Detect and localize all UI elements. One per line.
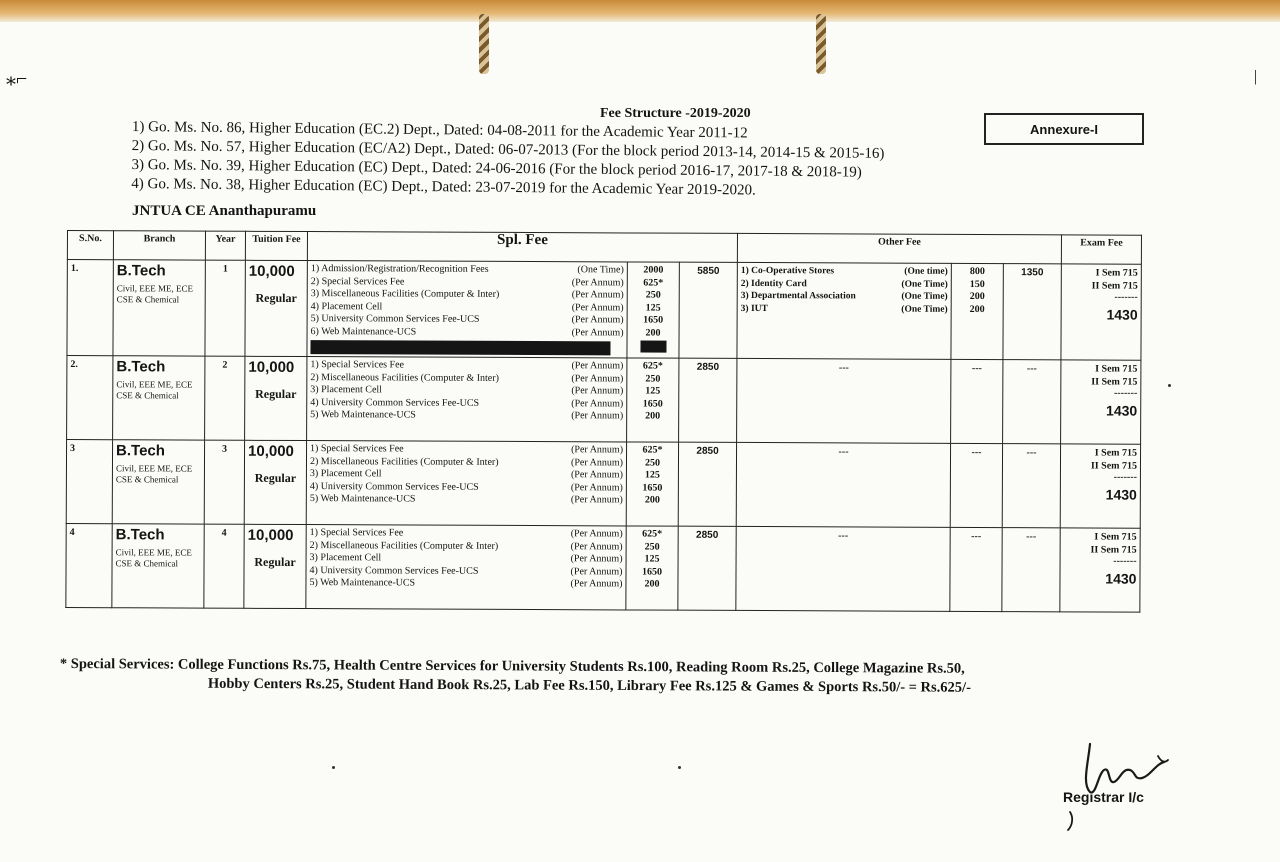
table-row [66,523,1140,612]
year-cell: 1 [205,260,245,356]
other-fee-item [741,265,948,278]
tuition-cell [244,440,306,524]
spl-fee-item [309,577,622,591]
spl-fee-item-label: 4) University Common Services Fee-UCS [309,480,479,493]
spl-fee-amounts [626,442,678,526]
branch-cell [112,440,204,524]
speck-mark [1168,384,1171,387]
spl-fee-item-period: (One Time) [577,264,624,276]
spl-fee-item-label: 4) University Common Services Fee-UCS [310,396,480,409]
spl-fee-amount: 125 [644,469,660,481]
spl-fee-items [306,441,626,526]
speck-mark [678,766,681,769]
header-branch: Branch [113,231,205,260]
spl-fee-amounts [626,526,678,610]
tuition-type: Regular [255,386,297,402]
exam-fee-sem2: II Sem 715 [1091,376,1138,388]
special-services-footnote [60,655,1100,698]
spl-fee-items [307,261,627,358]
spl-fee-item-period: (Per Annum) [571,444,624,456]
exam-fee-cell [1061,264,1141,360]
registrar-title: Registrar I/c [1063,789,1144,805]
spl-fee-item-label: 5) Web Maintenance-UCS [309,493,416,505]
other-fee-amounts [951,263,1003,359]
exam-fee-total: 1430 [1105,486,1137,503]
other-fee-item-period: (One Time) [901,279,948,290]
other-fee-item [741,277,948,290]
header-sno: S.No. [67,231,113,260]
spl-fee-amount: 125 [644,553,660,565]
spl-fee-item-period: (Per Annum) [571,326,624,338]
tuition-amount: 10,000 [247,442,294,460]
spl-fee-amount: 200 [645,327,661,339]
table-row [66,440,1140,529]
speck-mark [332,766,335,769]
spl-fee-item-label: 1) Special Services Fee [309,527,404,539]
year-cell: 2 [205,356,245,440]
spl-fee-item-label: 4) Placement Cell [310,300,383,312]
spl-fee-item-label: 4) University Common Services Fee-UCS [309,564,479,577]
registrar-signature [1060,734,1180,834]
spl-fee-item-period: (Per Annum) [570,469,623,481]
branch-name: B.Tech [116,442,165,460]
spl-fee-item-period: (Per Annum) [571,385,624,397]
spl-fee-item-period: (Per Annum) [570,553,623,565]
spl-fee-total: 2850 [678,526,736,610]
spl-fee-total: 2850 [679,358,737,442]
row-serial-number: 3 [66,440,112,524]
exam-fee-cell [1060,444,1140,528]
spl-fee-amount: 250 [645,373,661,385]
spl-fee-amount: 625* [642,528,663,540]
exam-fee-total: 1430 [1106,306,1138,323]
tuition-amount: 10,000 [248,262,295,280]
spl-fee-item-label: 2) Miscellaneous Facilities (Computer & Inter) [309,455,499,468]
desk-background-edge [0,0,1280,22]
spl-fee-amount: 1650 [642,398,663,410]
spl-fee-item-label: 2) Special Services Fee [310,275,405,287]
other-fee-dash: --- [737,358,951,443]
tuition-type: Regular [254,554,296,570]
exam-fee-total: 1430 [1106,402,1138,419]
spl-fee-item-period: (Per Annum) [570,565,623,577]
table-header-row [67,231,1141,265]
other-fee-item-label: 3) IUT [740,303,768,314]
exam-fee-rule: ------- [1113,471,1137,483]
redacted-text-bar [310,340,611,355]
go-reference-line: 4) Go. Ms. No. 38, Higher Education (EC) Dept., Dated: 23-07-2019 for the Academic Year 2019-2020. [131,175,756,199]
spl-fee-amount: 1650 [643,314,664,326]
exam-fee-sem1: I Sem 715 [1094,447,1138,459]
spl-fee-item-period: (Per Annum) [571,372,624,384]
table-row [67,356,1141,445]
tuition-cell [245,260,307,356]
other-fee-total-dash: --- [1002,444,1060,528]
branch-disciplines: Civil, EEE ME, ECE CSE & Chemical [116,379,193,401]
row-serial-number: 2. [67,356,113,440]
spl-fee-item [310,493,623,507]
other-fee-dash: --- [736,442,950,527]
college-name: JNTUA CE Ananthapuramu [132,203,317,219]
other-fee-amount: 200 [969,290,985,303]
spl-fee-item-period: (Per Annum) [571,276,624,288]
spl-fee-item-period: (Per Annum) [571,410,624,422]
spl-fee-item-period: (Per Annum) [571,397,624,409]
go-reference-line: 1) Go. Ms. No. 86, Higher Education (EC.2) Dept., Dated: 04-08-2011 for the Academic Year 2011-12 [131,118,748,142]
spl-fee-item-label: 3) Placement Cell [310,384,382,396]
spl-fee-item-period: (Per Annum) [570,540,623,552]
exam-fee-rule: ------- [1113,387,1138,399]
table-row [67,260,1141,361]
spl-fee-item [311,326,624,340]
spl-fee-item-label: 1) Admission/Registration/Recognition Fees [310,263,489,275]
exam-fee-rule: ------- [1114,291,1138,303]
spl-fee-amount: 125 [645,302,661,314]
spl-fee-amount: 200 [644,578,660,590]
spl-fee-amount: 625* [642,360,663,372]
branch-cell [113,260,205,356]
spl-fee-amounts [627,262,679,358]
other-fee-total-dash: --- [1003,360,1061,444]
footnote-line: Hobby Centers Rs.25, Student Hand Book Rs.25, Lab Fee Rs.150, Library Fee Rs.125 & Games & Sports Rs.50/- = Rs.625/- [207,675,971,696]
spl-fee-amount: 1650 [641,566,663,578]
spl-fee-item-label: 6) Web Maintenance-UCS [310,325,417,338]
spl-fee-amount: 200 [645,410,661,422]
branch-name: B.Tech [116,358,166,376]
other-fee-total: 1350 [1003,264,1061,360]
spl-fee-item-period: (Per Annum) [571,301,624,313]
exam-fee-sem1: I Sem 715 [1094,531,1137,543]
other-fee-dash: --- [736,526,950,611]
year-cell: 3 [204,440,244,524]
branch-disciplines: Civil, EEE ME, ECE CSE & Chemical [115,463,193,485]
other-fee-item-period: (One time) [904,266,948,277]
spl-fee-item-label: 2) Miscellaneous Facilities (Computer & Inter) [309,539,499,552]
government-order-list [131,118,885,202]
branch-disciplines: Civil, EEE ME, ECE CSE & Chemical [116,283,194,305]
spl-fee-item-label: 1) Special Services Fee [310,359,405,371]
tuition-type: Regular [254,470,297,486]
spl-fee-item-label: 3) Placement Cell [309,468,382,480]
fee-structure-table [65,230,1142,613]
document-title: Fee Structure -2019-2020 [600,106,751,121]
year-cell: 4 [204,524,244,608]
exam-fee-sem2: II Sem 715 [1090,460,1138,472]
tuition-type: Regular [255,290,297,306]
exam-fee-cell [1060,528,1140,612]
branch-cell [113,356,205,440]
exam-fee-sem2: II Sem 715 [1090,544,1137,556]
spl-fee-amount: 250 [644,541,660,553]
tuition-amount: 10,000 [248,358,295,376]
spl-fee-item-label: 5) Web Maintenance-UCS [309,577,416,589]
spl-fee-item-period: (Per Annum) [571,289,624,301]
spl-fee-amount: 250 [644,457,661,469]
spl-fee-item-period: (Per Annum) [570,578,623,590]
other-fee-item-period: (One Time) [901,291,948,302]
branch-cell [112,524,204,608]
other-fee-amount-dash: --- [950,443,1002,527]
spl-fee-items [306,525,626,610]
spl-fee-item-label: 5) Web Maintenance-UCS [310,409,416,421]
branch-disciplines: Civil, EEE ME, ECE CSE & Chemical [115,547,192,569]
spl-fee-item-label: 3) Placement Cell [309,552,382,564]
other-fee-amount: 800 [969,265,985,278]
spl-fee-item-label: 3) Miscellaneous Facilities (Computer & Inter) [310,288,500,300]
spl-fee-item-period: (Per Annum) [571,360,624,372]
annexure-label-box: Annexure-I [984,113,1144,145]
exam-fee-cell [1061,360,1141,444]
header-other-fee: Other Fee [737,233,1061,263]
exam-fee-sem2: II Sem 715 [1091,280,1138,292]
spl-fee-amounts [627,358,679,442]
spl-fee-amount: 250 [645,289,661,301]
other-fee-item [741,290,948,303]
footnote-line: * Special Services: College Functions Rs.75, Health Centre Services for University Students Rs.100, Reading Room Rs.25, College Magazine Rs.50, [59,656,965,677]
spl-fee-item-period: (Per Annum) [570,494,623,506]
other-fee-total-dash: --- [1002,528,1060,612]
spl-fee-total: 2850 [678,442,736,526]
corner-pen-mark: ⁎⌐ [6,68,28,90]
redacted-amount-bar [640,341,666,353]
exam-fee-sem1: I Sem 715 [1095,267,1138,279]
go-reference-line: 3) Go. Ms. No. 39, Higher Education (EC) Dept., Dated: 24-06-2016 (For the block period 2016-17, 2017-18 & 2018-19) [131,156,862,181]
spl-fee-item-period: (Per Annum) [570,528,623,540]
spl-fee-item-period: (Per Annum) [571,314,624,326]
spl-fee-item-label: 5) University Common Services Fee-UCS [310,313,480,325]
tuition-cell [244,524,306,608]
spl-fee-items [307,357,627,442]
other-fee-amount: 200 [969,303,985,315]
spl-fee-item-period: (Per Annum) [570,481,623,493]
exam-fee-total: 1430 [1105,570,1137,587]
exam-fee-sem1: I Sem 715 [1095,363,1138,375]
header-exam-fee: Exam Fee [1061,235,1141,264]
other-fee-item-period: (One Time) [901,304,948,315]
spl-fee-amount: 625* [643,277,664,289]
other-fee-item [741,302,948,315]
spl-fee-item [310,409,623,423]
other-fee-item-label: 2) Identity Card [740,278,807,289]
other-fee-amount: 150 [969,278,985,290]
other-fee-amount-dash: --- [950,527,1002,611]
spl-fee-amount: 2000 [643,264,664,276]
exam-fee-rule: ------- [1113,555,1137,567]
header-year: Year [205,231,245,260]
spl-fee-amount: 625* [642,444,663,456]
spl-fee-item-label: 2) Miscellaneous Facilities (Computer & Inter) [310,371,499,384]
spl-fee-item-period: (Per Annum) [571,456,624,468]
spl-fee-item-label: 1) Special Services Fee [310,443,404,455]
row-serial-number: 4 [66,523,112,607]
other-fee-item-label: 3) Departmental Association [740,290,856,302]
header-tuition-fee: Tuition Fee [245,231,307,260]
other-fee-items [737,262,951,359]
binder-thread-left [479,14,489,74]
branch-name: B.Tech [116,262,166,280]
spl-fee-amount: 1650 [642,482,663,494]
spl-fee-amount: 125 [645,385,661,397]
tuition-cell [245,356,307,440]
tuition-amount: 10,000 [247,526,294,544]
spl-fee-total: 5850 [679,262,737,358]
branch-name: B.Tech [115,526,165,544]
other-fee-item-label: 1) Co-Operative Stores [740,265,835,277]
spl-fee-amount: 200 [644,494,660,506]
binder-thread-right [816,14,826,74]
row-serial-number: 1. [67,260,113,356]
go-reference-line: 2) Go. Ms. No. 57, Higher Education (EC/A2) Dept., Dated: 06-07-2013 (For the block period 2013-14, 2014-15 & 2015-16) [131,137,885,162]
other-fee-amount-dash: --- [951,359,1003,443]
header-spl-fee: Spl. Fee [307,232,737,263]
margin-tick-mark: | [1254,68,1258,85]
